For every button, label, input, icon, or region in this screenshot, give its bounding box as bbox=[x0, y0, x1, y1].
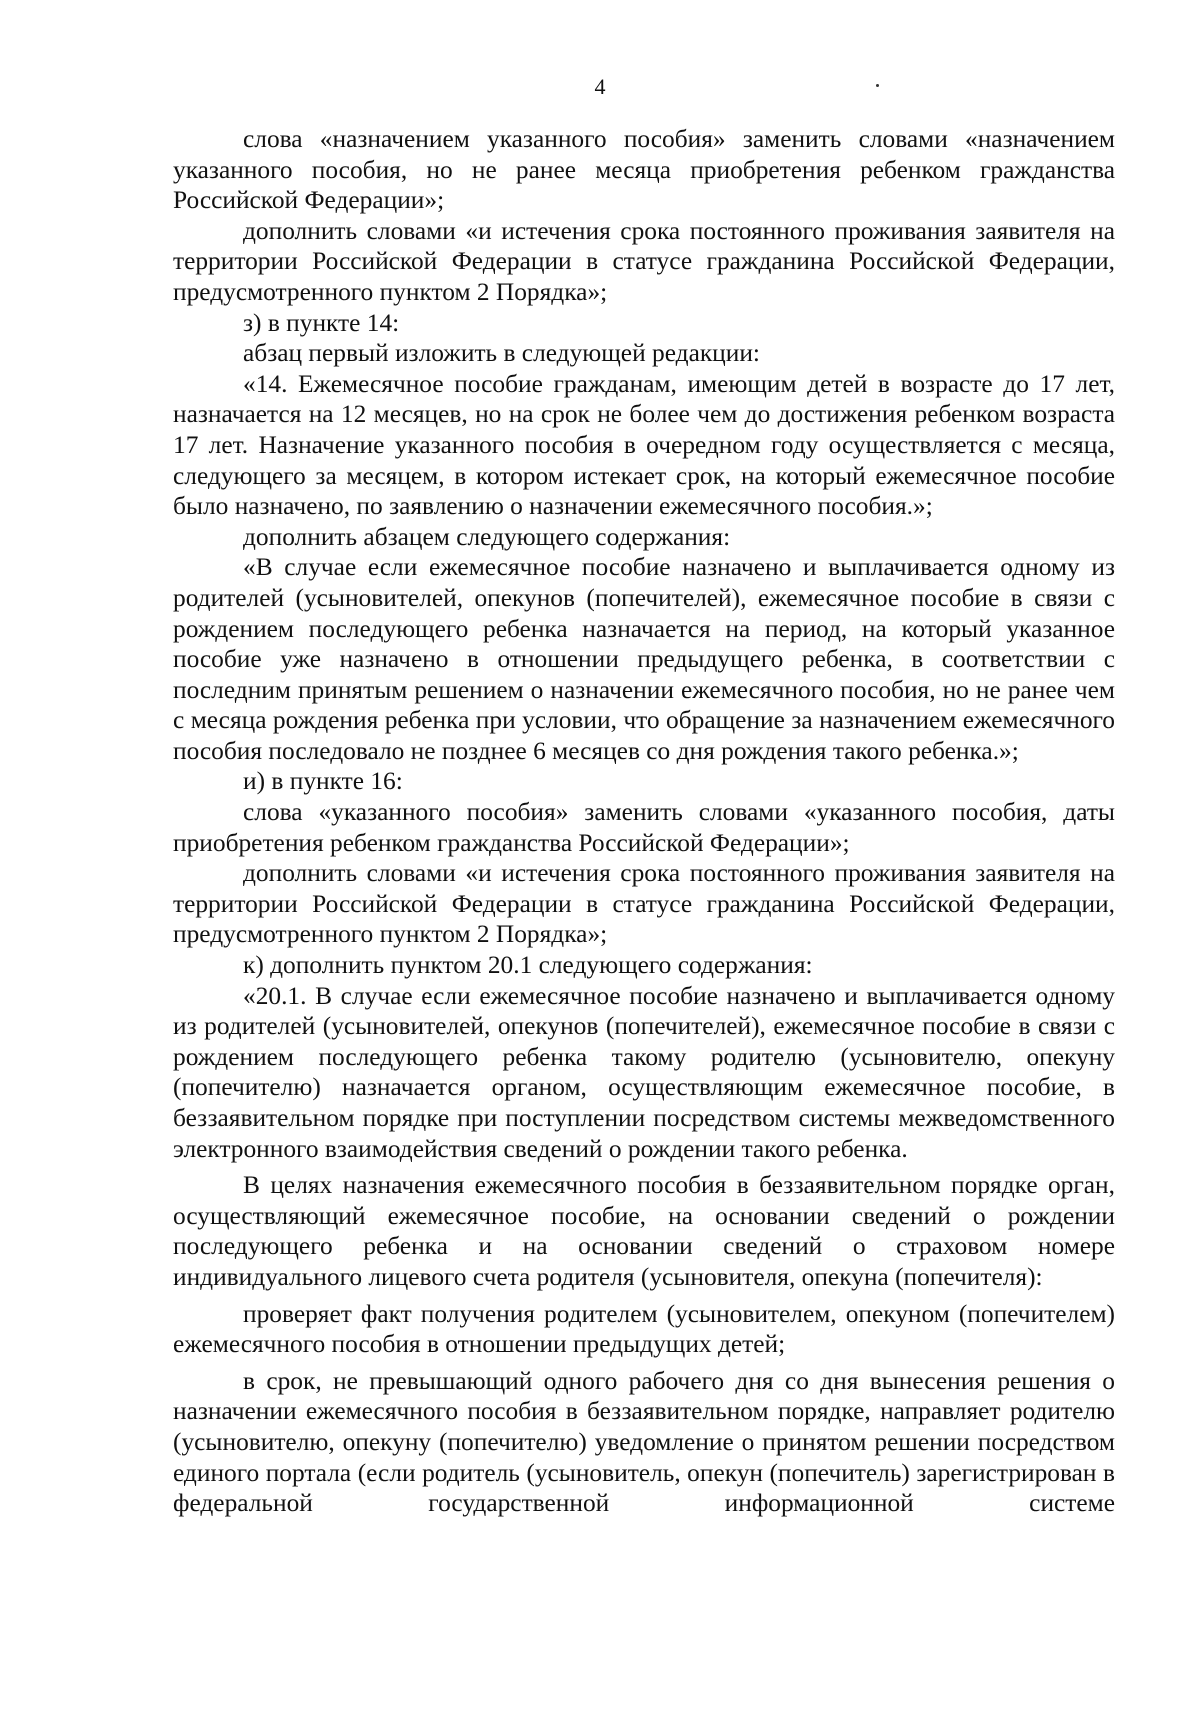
paragraph-item: з) в пункте 14: bbox=[243, 308, 400, 337]
paragraph-item: и) в пункте 16: bbox=[243, 767, 403, 796]
paragraph: «14. Ежемесячное пособие гражданам, имеющим детей в возрасте до 17 лет, назначается на 12 месяцев, но на срок не более чем до достижения ребенком возраста 17 лет. Назначение указанного пособия в очередном году осуществляется с месяца, следующего за месяцем, в котором истекает срок, на который ежемесячное пособие было назначено, по заявлению о назначении ежемесячного пособия.»; bbox=[173, 369, 1115, 521]
paragraph: «В случае если ежемесячное пособие назначено и выплачивается одному из родителей (усыновителей, опекунов (попечителей), ежемесячное пособие в связи с рождением последующего ребенка назначается на период, на который указанное пособие уже назначено в отношении предыдущего ребенка, в соответствии с последним принятым решением о назначении ежемесячного пособия, но не ранее чем с месяца рождения ребенка при условии, что обращение за назначением ежемесячного пособия последовало не позднее 6 месяцев со дня рождения такого ребенка.»; bbox=[173, 553, 1115, 765]
paragraph: проверяет факт получения родителем (усыновителем, опекуном (попечителем) ежемесячного пособия в отношении предыдущих детей; bbox=[173, 1299, 1115, 1359]
paragraph-item: к) дополнить пунктом 20.1 следующего содержания: bbox=[243, 951, 813, 980]
scan-speck bbox=[876, 84, 879, 87]
paragraph: В целях назначения ежемесячного пособия в беззаявительном порядке орган, осуществляющий ежемесячное пособие, на основании сведений о рождении последующего ребенка и на основании сведений о страховом номере индивидуального лицевого счета родителя (усыновителя, опекуна (попечителя): bbox=[173, 1171, 1115, 1291]
document-body bbox=[173, 124, 1115, 1519]
paragraph: слова «назначением указанного пособия» заменить словами «назначением указанного пособия, но не ранее месяца приобретения ребенком гражданства Российской Федерации»; bbox=[173, 125, 1115, 215]
page-number: 4 bbox=[594, 74, 606, 99]
paragraph: дополнить словами «и истечения срока постоянного проживания заявителя на территории Российской Федерации в статусе гражданина Российской Федерации, предусмотренного пунктом 2 Порядка»; bbox=[173, 859, 1115, 949]
paragraph: дополнить словами «и истечения срока постоянного проживания заявителя на территории Российской Федерации в статусе гражданина Российской Федерации, предусмотренного пунктом 2 Порядка»; bbox=[173, 216, 1115, 306]
paragraph: абзац первый изложить в следующей редакции: bbox=[243, 339, 760, 368]
paragraph: «20.1. В случае если ежемесячное пособие назначено и выплачивается одному из родителей (усыновителей, опекунов (попечителей), ежемесячное пособие в связи с рождением последующего ребенка такому родителю (усыновителю, опекуну (попечителю) назначается органом, осуществляющим ежемесячное пособие, в беззаявительном порядке при поступлении посредством системы межведомственного электронного взаимодействия сведений о рождении такого ребенка. bbox=[173, 981, 1115, 1163]
paragraph: слова «указанного пособия» заменить словами «указанного пособия, даты приобретения ребенком гражданства Российской Федерации»; bbox=[173, 798, 1115, 857]
paragraph: дополнить абзацем следующего содержания: bbox=[243, 522, 731, 551]
paragraph: в срок, не превышающий одного рабочего дня со дня вынесения решения о назначении ежемесячного пособия в беззаявительном порядке, направляет родителю (усыновителю, опекуну (попечителю) уведомление о принятом решении посредством единого портала (если родитель (усыновитель, опекун (попечитель) зарегистрирован в федеральной государственной информационной системе bbox=[173, 1366, 1115, 1518]
